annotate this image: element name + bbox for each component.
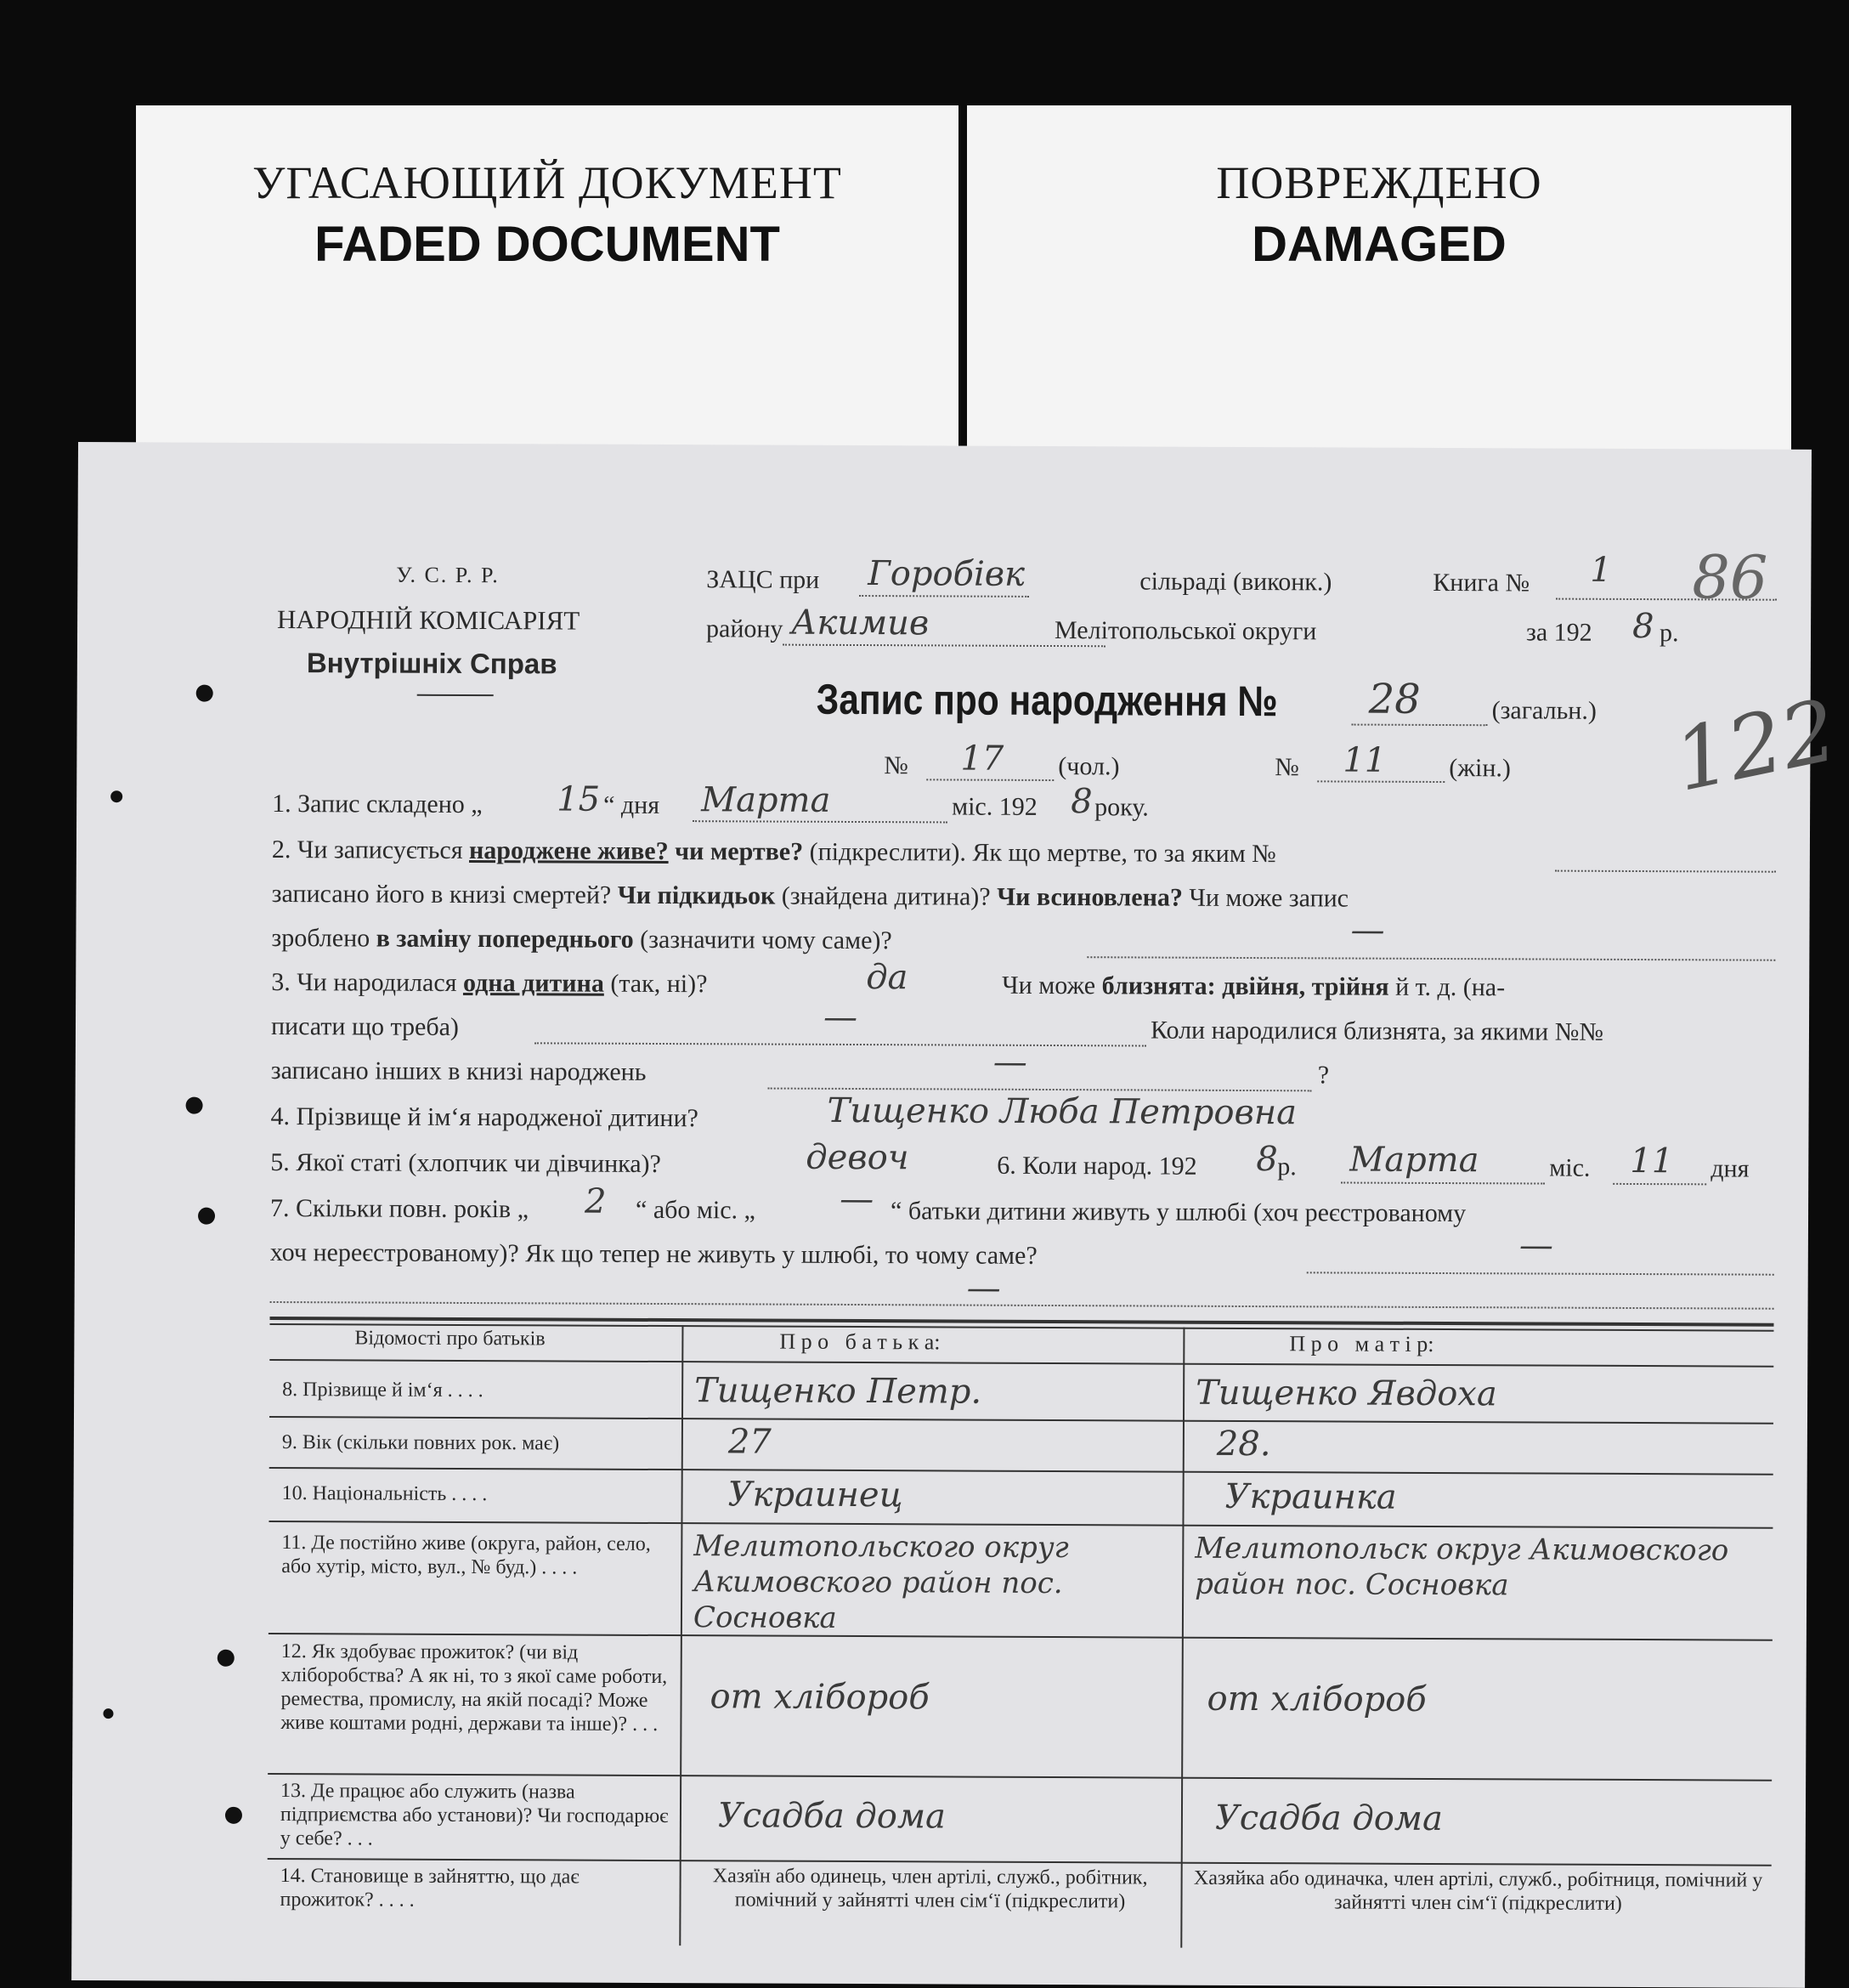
row-11-mother: Мелитопольск округ Акимовского район пос. Сосновка [1195, 1531, 1729, 1603]
punch-hole [103, 1708, 113, 1719]
damaged-label-ru: ПОВРЕЖДЕНО [1216, 157, 1542, 208]
q1-day-value: 15 [557, 779, 601, 819]
year-value: 8 [1631, 606, 1654, 647]
punch-hole [198, 1208, 215, 1225]
year-prefix: за 192 [1525, 618, 1592, 647]
margin-number-86: 86 [1692, 542, 1768, 613]
row-rule [269, 1359, 1773, 1368]
row-rule [269, 1521, 1773, 1529]
row-9-mother: 28. [1216, 1424, 1271, 1464]
council-suffix: сільраді (виконк.) [1139, 567, 1332, 597]
q3-dash-2: — [992, 1042, 1027, 1082]
q4-child-name: Тищенко Люба Петровна [827, 1090, 1298, 1133]
q2-answer: — [1350, 910, 1385, 950]
q2-line2: записано його в книзі смертей? Чи підкидьок (знайдена дитина)? Чи всиновлена? Чи може запис [271, 879, 1349, 913]
book-label: Книга № [1433, 568, 1530, 598]
margin-number-122: 122 [1665, 680, 1846, 811]
q3-line2a: писати що треба) [270, 1011, 460, 1041]
q7-answer: — [1518, 1226, 1553, 1266]
q2-line1: 2. Чи записується народжене живе? чи мертве? (підкреслити). Як що мертве, то за яким № [271, 835, 1276, 869]
damaged-label-en: DAMAGED [1252, 217, 1507, 272]
punch-hole [196, 685, 213, 702]
q6-dnia: дня [1710, 1154, 1750, 1183]
q7-line1-suffix: “ батьки дитини живуть у шлюбі (хоч реєстрованому [890, 1197, 1467, 1228]
punch-hole [225, 1807, 242, 1824]
male-label: (чол.) [1058, 752, 1120, 781]
q7-months-prefix: “ або міс. „ [635, 1195, 755, 1225]
q7-years-prefix: 7. Скільки повн. років „ [269, 1193, 529, 1224]
q3-line3b: ? [1317, 1061, 1330, 1090]
record-number-male: 17 [960, 739, 1004, 779]
q1-year-suffix: року. [1094, 793, 1149, 822]
q6-label: 6. Коли народ. 192 [997, 1151, 1197, 1181]
header-rule [417, 694, 494, 696]
q6-year-value: 8 [1256, 1140, 1278, 1180]
row-rule [269, 1416, 1773, 1424]
q1-year-value: 8 [1071, 782, 1093, 822]
total-label: (загальн.) [1491, 696, 1597, 725]
book-number-value: 1 [1590, 550, 1612, 590]
q1-day-label: “ дня [603, 790, 660, 819]
punch-hole [218, 1650, 235, 1667]
year-suffix: р. [1659, 619, 1679, 648]
row-11-label: 11. Де постійно живе (округа, район, село, або хутір, місто, вул., № буд.) . . . . [281, 1532, 651, 1579]
q3-dash-1: — [823, 997, 858, 1038]
q3-line3a: записано інших в книзі народжень [270, 1056, 647, 1086]
row-9-father: 27 [727, 1422, 772, 1462]
q7-years-value: 2 [585, 1181, 607, 1221]
row-14-mother: Хазяйка або одиначка, член артілі, служб., робітниця, помічний у зайнятті член сім‘ї (підкреслити) [1193, 1866, 1763, 1915]
zags-prefix: ЗАЦС при [706, 565, 820, 594]
female-no-label: № [1275, 753, 1300, 782]
row-11-father: Мелитопольского округ Акимовского район пос. Сосновка [693, 1529, 1069, 1635]
q3-line1a: 3. Чи народилася одна дитина (так, ні)? [271, 967, 708, 999]
q3-answer: да [866, 958, 908, 998]
col-header-father: П р о б а т ь к а: [779, 1328, 941, 1355]
q1-year-prefix: міс. 192 [952, 792, 1038, 821]
department-label: Внутрішніх Справ [306, 647, 557, 680]
row-14-label: 14. Становище в зайняттю, що дає прожиток? . . . . [280, 1865, 580, 1912]
row-10-label: 10. Національність . . . . [281, 1482, 488, 1506]
q2-line3: зроблено в заміну попереднього (зазначити чому саме)? [271, 923, 892, 955]
row-9-label: 9. Вік (скільки повних рок. має) [281, 1431, 560, 1455]
row-12-mother: от хлібороб [1207, 1679, 1427, 1719]
faded-label-ru: УГАСАЮЩИЙ ДОКУМЕНТ [252, 157, 842, 208]
okrug-label: Мелітопольської округи [1054, 616, 1317, 646]
row-8-mother: Тищенко Явдоха [1196, 1373, 1497, 1414]
q6-month-value: Марта [1349, 1140, 1479, 1181]
q5-label: 5. Якої статі (хлопчик чи дівчинка)? [270, 1147, 661, 1179]
q6-day-value: 11 [1630, 1141, 1674, 1181]
q4-label: 4. Прізвище й ім‘я народженої дитини? [270, 1102, 698, 1133]
row-8-label: 8. Прізвище й ім‘я . . . . [282, 1379, 483, 1402]
punch-hole [186, 1097, 203, 1114]
damaged-document-card [967, 105, 1791, 462]
q5-sex-value: девоч [806, 1137, 909, 1178]
row-12-label: 12. Як здобуває прожиток? (чи від хліборобства? А як ні, то з якої саме роботи, ремества, промислу, на якій посаді? Може живе коштами родні, держави та інше)? . . . [280, 1640, 668, 1736]
row-10-father: Украинец [727, 1475, 903, 1515]
birth-record-sheet [71, 442, 1846, 1988]
record-number-female: 11 [1343, 740, 1387, 780]
row-rule [269, 1467, 1773, 1475]
q6-mis: міс. [1549, 1153, 1591, 1182]
male-no-label: № [884, 751, 909, 780]
col-header-mother: П р о м а т і р: [1289, 1331, 1434, 1356]
q1-month-value: Марта [701, 780, 831, 820]
q3-line1b: Чи може близнята: двійня, трійня й т. д. (на- [1002, 971, 1506, 1002]
q3-line2b: Коли народилися близнята, за якими №№ [1150, 1016, 1604, 1046]
republic-label: У. С. Р. Р. [396, 562, 500, 588]
row-13-label: 13. Де працює або служить (назва підприємства або установи)? Чи господарює у себе? . . . [280, 1780, 669, 1850]
row-12-father: от хлібороб [710, 1677, 930, 1718]
row-10-mother: Украинка [1224, 1476, 1397, 1517]
record-title: Запис про народження № [816, 675, 1278, 726]
faded-label-en: FADED DOCUMENT [314, 217, 780, 272]
q7-months-value: — [840, 1179, 874, 1220]
row-8-father: Тищенко Петр. [694, 1371, 982, 1412]
commissariat-label: НАРОДНІЙ КОМІСАРІЯТ [277, 604, 580, 636]
female-label: (жін.) [1449, 754, 1512, 783]
record-number-total: 28 [1368, 675, 1421, 723]
col-header-labels: Відомості про батьків [354, 1327, 546, 1351]
row-14-father: Хазяїн або одинець, член артілі, служб., робітник, помічний у зайнятті член сім‘ї (підкреслити) [712, 1865, 1148, 1913]
row-13-mother: Усадба дома [1214, 1798, 1443, 1839]
zags-village-value: Горобівк [868, 554, 1026, 594]
punch-hole [110, 790, 122, 802]
q1-prefix: 1. Запис складено „ [272, 789, 483, 819]
q6-r: р. [1277, 1153, 1297, 1181]
district-value: Акимив [790, 603, 930, 643]
district-prefix: району [705, 615, 783, 643]
faded-document-card [136, 105, 958, 462]
row-13-father: Усадба дома [717, 1796, 946, 1837]
q7-line2: хоч нереєстрованому)? Як що тепер не живуть у шлюбі, то чому саме? [269, 1238, 1038, 1270]
q7-answer-2: — [966, 1268, 1001, 1308]
